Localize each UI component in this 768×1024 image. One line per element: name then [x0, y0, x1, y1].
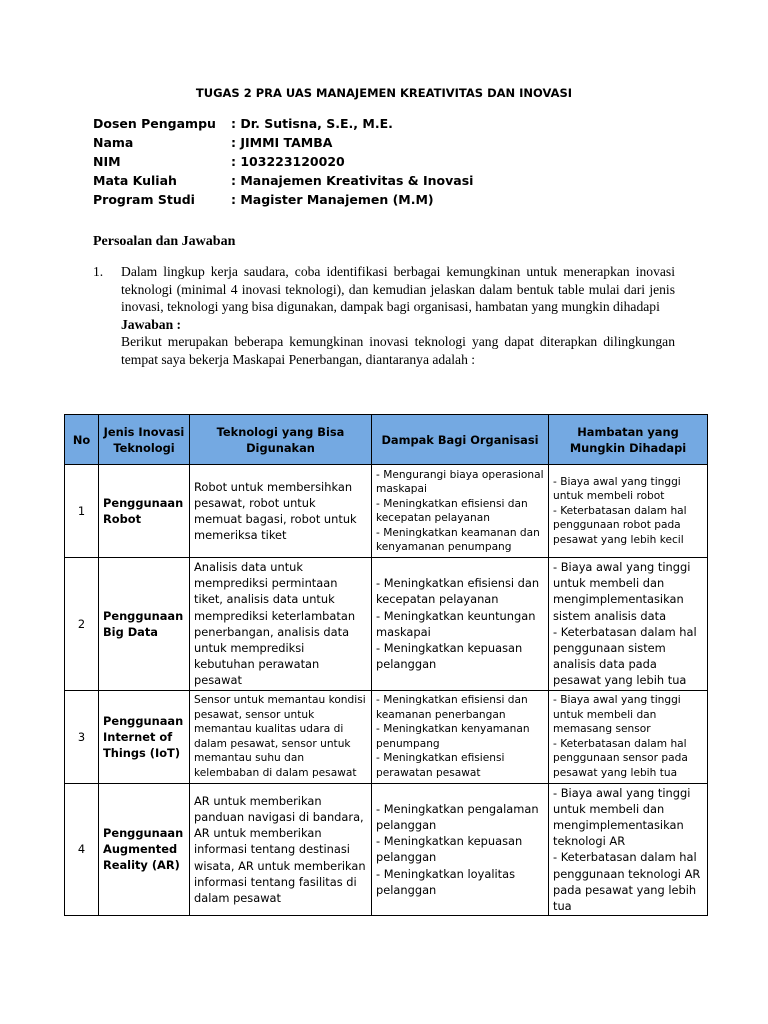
info-value: : Magister Manajemen (M.M) — [231, 192, 434, 207]
cell-text: Sensor untuk memantau kondisi pesawat, sensor untuk memantau kualitas udara di dalam pesawat, sensor untuk memantau suhu dan kelembaban di dalam pesawat — [194, 694, 366, 779]
cell-no: 4 — [65, 783, 99, 916]
cell-jenis: Penggunaan Augmented Reality (AR) — [99, 783, 190, 916]
header-teknologi: Teknologi yang Bisa Digunakan — [190, 415, 372, 465]
cell-teknologi — [190, 465, 372, 558]
info-value: : 103223120020 — [231, 154, 345, 169]
info-value: : Manajemen Kreativitas & Inovasi — [231, 173, 474, 188]
cell-no: 2 — [65, 558, 99, 691]
cell-no: 1 — [65, 465, 99, 558]
table-row — [65, 690, 708, 783]
cell-dampak — [372, 465, 549, 558]
cell-text: - Mengurangi biaya operasional maskapai - Meningkatkan efisiensi dan kecepatan pelayanan - Meningkatkan keamanan dan kenyamanan penumpang — [376, 468, 544, 553]
cell-text: - Biaya awal yang tinggi untuk membeli robot - Keterbatasan dalam hal penggunaan robot pada pesawat yang lebih kecil — [553, 475, 687, 546]
cell-hambatan — [549, 783, 708, 916]
answer-label: Jawaban : — [121, 316, 182, 332]
innovation-table — [64, 414, 708, 916]
cell-hambatan — [549, 558, 708, 691]
info-row-program-studi — [93, 190, 473, 209]
info-value: : JIMMI TAMBA — [231, 135, 333, 150]
cell-text: - Meningkatkan pengalaman pelanggan - Meningkatkan kepuasan pelanggan - Meningkatkan loyalitas pelanggan — [376, 801, 539, 897]
cell-jenis: Penggunaan Big Data — [99, 558, 190, 691]
info-label: Mata Kuliah — [93, 173, 177, 188]
cell-dampak — [372, 690, 549, 783]
header-dampak: Dampak Bagi Organisasi — [372, 415, 549, 465]
header-no: No — [65, 415, 99, 465]
question-block — [93, 263, 675, 368]
cell-jenis: Penggunaan Internet of Things (IoT) — [99, 690, 190, 783]
cell-teknologi — [190, 690, 372, 783]
table-row — [65, 558, 708, 691]
question-number: 1. — [93, 264, 104, 279]
info-row-mata-kuliah — [93, 171, 473, 190]
cell-hambatan — [549, 465, 708, 558]
info-value: : Dr. Sutisna, S.E., M.E. — [231, 116, 393, 131]
info-row-dosen — [93, 114, 473, 133]
cell-jenis: Penggunaan Robot — [99, 465, 190, 558]
cell-text: - Biaya awal yang tinggi untuk membeli dan memasang sensor - Keterbatasan dalam hal penggunaan sensor pada pesawat yang lebih tua — [553, 694, 688, 779]
info-label: Nama — [93, 135, 134, 150]
cell-text: AR untuk memberikan panduan navigasi di bandara, AR untuk memberikan informasi tentang destinasi wisata, AR untuk memberikan informasi tentang fasilitas di dalam pesawat — [194, 793, 366, 905]
cell-dampak — [372, 558, 549, 691]
answer-text: Berikut merupakan beberapa kemungkinan inovasi teknologi yang dapat diterapkan dilingkungan tempat saya bekerja Maskapai Penerbangan, diantaranya adalah : — [121, 334, 675, 367]
cell-text: - Meningkatkan efisiensi dan kecepatan pelayanan - Meningkatkan keuntungan maskapai - Meningkatkan kepuasan pelanggan — [376, 576, 540, 672]
cell-teknologi — [190, 558, 372, 691]
cell-dampak — [372, 783, 549, 916]
info-row-nim — [93, 152, 473, 171]
cell-text: - Biaya awal yang tinggi untuk membeli dan mengimplementasikan sistem analisis data - Keterbatasan dalam hal penggunaan sistem analisis data pada pesawat yang lebih tua — [553, 560, 697, 688]
header-jenis: Jenis Inovasi Teknologi — [99, 415, 190, 465]
cell-teknologi — [190, 783, 372, 916]
question-text: Dalam lingkup kerja saudara, coba identifikasi berbagai kemungkinan untuk menerapkan inovasi teknologi (minimal 4 inovasi teknologi), dan kemudian jelaskan dalam bentuk table mulai dari jenis inovasi, teknologi yang bisa digunakan, dampak bagi organisasi, hambatan yang mungkin dihadapi — [121, 264, 675, 314]
student-info — [93, 114, 473, 209]
header-hambatan: Hambatan yang Mungkin Dihadapi — [549, 415, 708, 465]
info-label: Program Studi — [93, 192, 195, 207]
cell-text: - Meningkatkan efisiensi dan keamanan penerbangan - Meningkatkan kenyamanan penumpang - Meningkatkan efisiensi perawatan pesawat — [376, 694, 530, 779]
cell-no: 3 — [65, 690, 99, 783]
cell-hambatan — [549, 690, 708, 783]
cell-text: - Biaya awal yang tinggi untuk membeli dan mengimplementasikan teknologi AR - Keterbatasan dalam hal penggunaan teknologi AR pada pesawat yang lebih tua — [553, 785, 701, 914]
table-row — [65, 465, 708, 558]
table-header-row — [65, 415, 708, 465]
info-label: Dosen Pengampu — [93, 116, 216, 131]
cell-text: Robot untuk membersihkan pesawat, robot untuk memuat bagasi, robot untuk memeriksa tiket — [194, 479, 357, 543]
info-label: NIM — [93, 154, 121, 169]
cell-text: Analisis data untuk memprediksi permintaan tiket, analisis data untuk memprediksi keterlambatan penerbangan, analisis data untuk memprediksi kebutuhan perawatan pesawat — [194, 560, 356, 688]
page-title: TUGAS 2 PRA UAS MANAJEMEN KREATIVITAS DAN INOVASI — [195, 86, 573, 100]
section-heading: Persoalan dan Jawaban — [93, 234, 236, 249]
info-row-nama — [93, 133, 473, 152]
table-row — [65, 783, 708, 916]
